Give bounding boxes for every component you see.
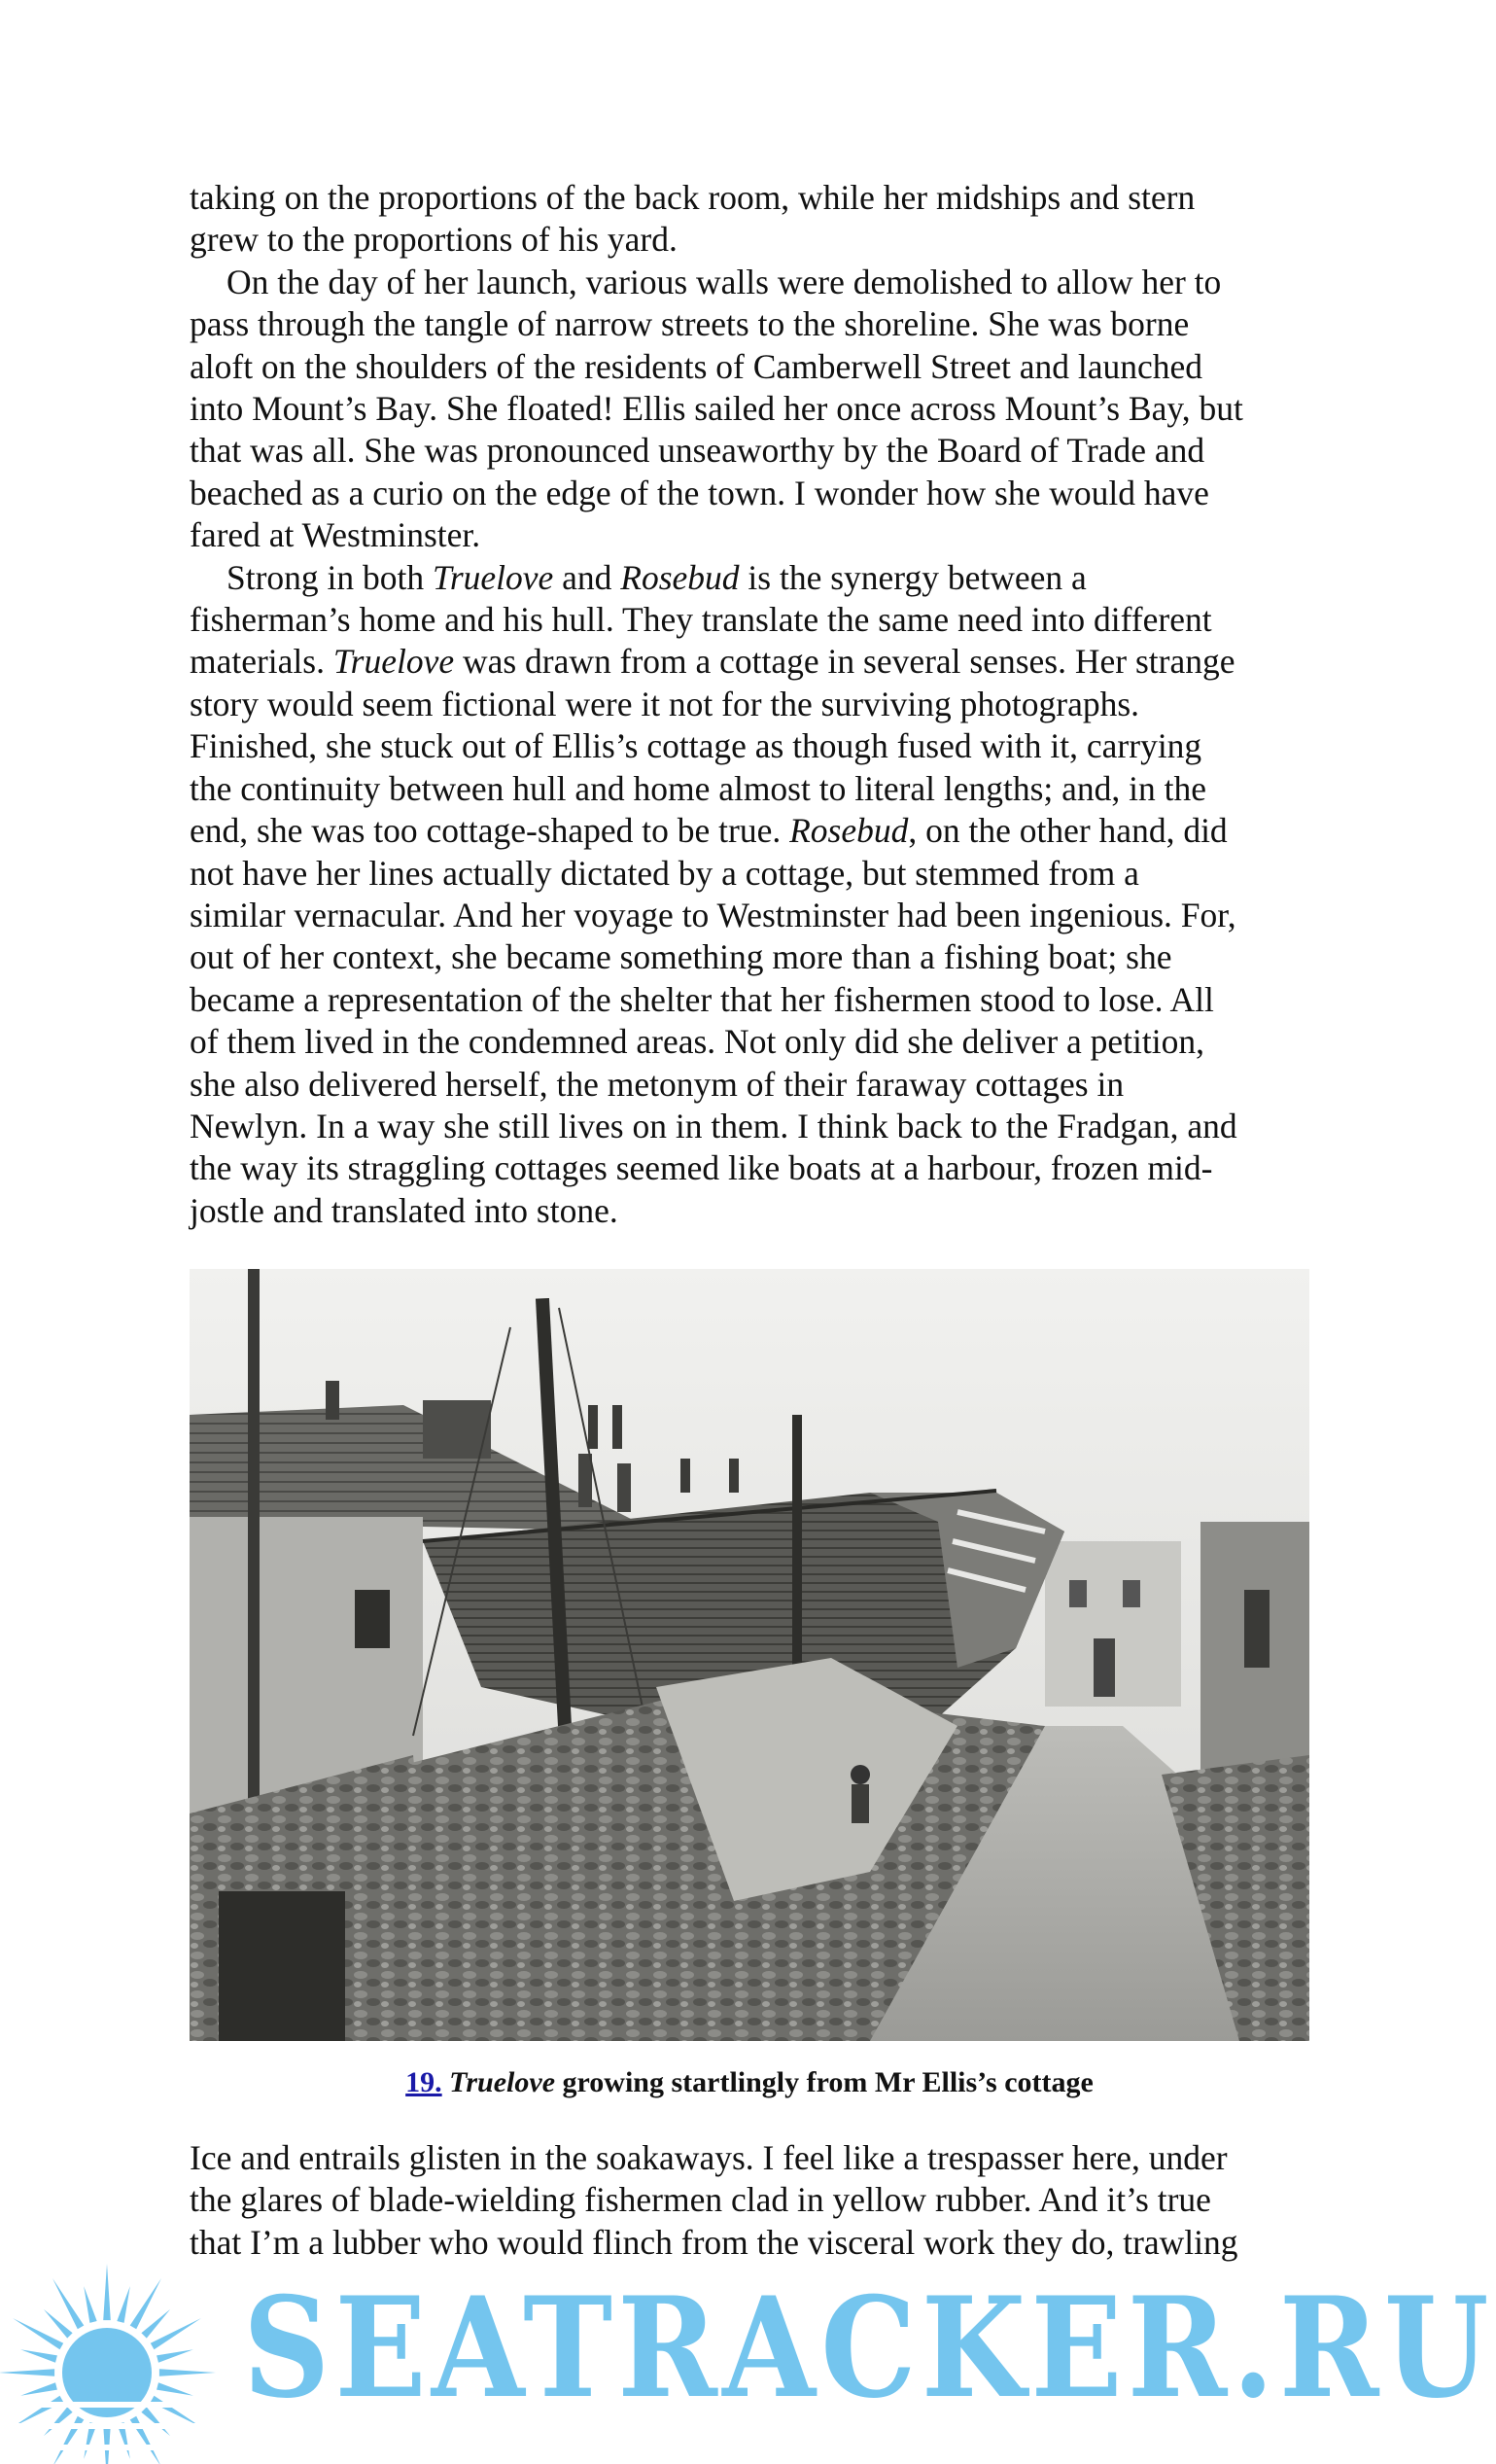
text-line: grew to the proportions of his yard. — [190, 220, 678, 260]
historical-photograph — [190, 1269, 1309, 2041]
text-line: story would seem fictional were it not for the surviving photographs. — [190, 684, 1140, 723]
text-span: materials. — [190, 642, 333, 682]
text-line: that was all. She was pronounced unseaworthy by the Board of Trade and — [190, 431, 1205, 471]
text-line: Newlyn. In a way she still lives on in them. I think back to the Fradgan, and — [190, 1106, 1237, 1145]
text-line: into Mount’s Bay. She floated! Ellis sailed her once across Mount’s Bay, but — [190, 389, 1243, 429]
figure-number-link[interactable]: 19. — [405, 2066, 442, 2098]
text-line: taking on the proportions of the back room, while her midships and stern — [190, 178, 1196, 217]
body-text-top — [190, 177, 1317, 1232]
text-span: , on the other hand, did — [908, 811, 1228, 851]
text-line: that I’m a lubber who would flinch from the visceral work they do, trawling — [190, 2222, 1238, 2262]
text-line: not have her lines actually dictated by a cottage, but stemmed from a — [190, 853, 1139, 893]
boat-name: Rosebud — [620, 557, 740, 597]
text-line: aloft on the shoulders of the residents of Camberwell Street and launched — [190, 346, 1203, 386]
boat-name: Rosebud — [789, 811, 909, 851]
text-line: the glares of blade-wielding fishermen clad in yellow rubber. And it’s true — [190, 2180, 1211, 2220]
figure-caption-title: Truelove — [449, 2066, 556, 2098]
text-line: jostle and translated into stone. — [190, 1190, 618, 1230]
body-text-bottom — [190, 2137, 1317, 2264]
watermark-text: SEATRACKER.RU — [243, 2268, 1494, 2429]
text-line — [190, 641, 1317, 683]
text-line: similar vernacular. And her voyage to Westminster had been ingenious. For, — [190, 895, 1236, 934]
text-line: On the day of her launch, various walls were demolished to allow her to — [226, 262, 1222, 301]
text-line: became a representation of the shelter that her fishermen stood to lose. All — [190, 979, 1214, 1019]
text-line: pass through the tangle of narrow streets to the shoreline. She was borne — [190, 304, 1190, 344]
text-line: of them lived in the condemned areas. Not only did she deliver a petition, — [190, 1022, 1205, 1062]
figure-caption — [190, 2066, 1309, 2099]
boat-name: Truelove — [332, 642, 455, 682]
text-line: fared at Westminster. — [190, 515, 481, 555]
text-line: she also delivered herself, the metonym of their faraway cottages in — [190, 1064, 1125, 1104]
text-line: the way its straggling cottages seemed like boats at a harbour, frozen mid- — [190, 1148, 1213, 1188]
text-line: Finished, she stuck out of Ellis’s cottage as though fused with it, carrying — [190, 726, 1202, 766]
text-line: Ice and entrails glisten in the soakaways. I feel like a trespasser here, under — [190, 2138, 1228, 2177]
boat-name: Truelove — [433, 557, 554, 597]
text-line: out of her context, she became something more than a fishing boat; she — [190, 937, 1172, 977]
text-line — [190, 810, 1317, 852]
text-span: was drawn from a cottage in several senses. Her strange — [454, 642, 1235, 682]
text-line: fisherman’s home and his hull. They translate the same need into different — [190, 600, 1212, 640]
text-span: and — [553, 557, 621, 597]
text-line: beached as a curio on the edge of the town. I wonder how she would have — [190, 473, 1209, 512]
figure-caption-text: growing startlingly from Mr Ellis’s cottage — [555, 2066, 1094, 2098]
text-span: end, she was too cottage-shaped to be true. — [190, 811, 790, 851]
text-span: is the synergy between a — [739, 557, 1087, 597]
text-span: Strong in both — [226, 557, 434, 597]
text-line — [190, 557, 1317, 599]
text-line: the continuity between hull and home almost to literal lengths; and, in the — [190, 768, 1207, 808]
sun-icon — [0, 2264, 224, 2464]
